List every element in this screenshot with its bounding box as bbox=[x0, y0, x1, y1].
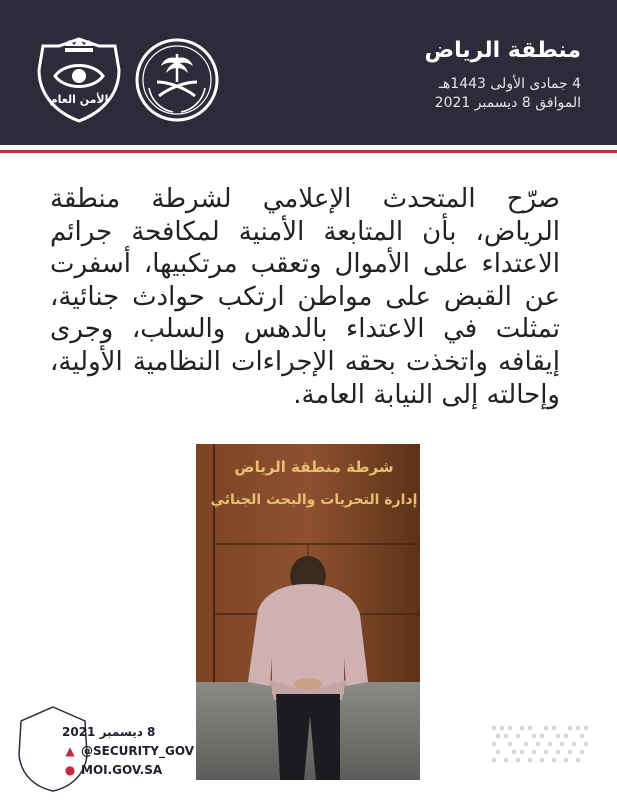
sign-line-1: شرطة منطقة الرياض bbox=[234, 458, 394, 476]
gregorian-date: الموافق 8 ديسمبر 2021 bbox=[434, 95, 581, 111]
footer-contact bbox=[62, 722, 194, 779]
footer-website-row[interactable] bbox=[62, 760, 194, 779]
globe-icon: ● bbox=[64, 762, 76, 777]
accent-divider bbox=[0, 150, 617, 153]
hijri-date: 4 جمادى الأولى 1443هـ bbox=[438, 76, 581, 92]
region-title: منطقة الرياض bbox=[424, 38, 581, 63]
statement-text: صرّح المتحدث الإعلامي لشرطة منطقة الرياض، بأن المتابعة الأمنية لمكافحة جرائم الاعتداء على الأموال وتعقب مرتكبيها، أسفرت عن القبض على مواطن ارتكب حوادث جنائية، تمثلت في الاعتداء بالدهس والسلب، وجرى إيقافه واتخذت بحقه الإجراءات النظامية الأولية، وإحالته إلى النيابة العامة. bbox=[50, 184, 560, 410]
suspect-photo-scene bbox=[196, 444, 420, 780]
public-security-logo-icon bbox=[35, 36, 123, 124]
website-link[interactable]: MOI.GOV.SA bbox=[81, 762, 163, 777]
security-logo-text: الأمن العام bbox=[49, 93, 109, 106]
saudi-emblem-icon bbox=[135, 38, 219, 122]
footer-date-row bbox=[62, 722, 194, 741]
sign-line-2: إدارة التحريات والبحث الجنائي bbox=[210, 492, 418, 508]
suspect-photo bbox=[196, 444, 420, 780]
twitter-handle[interactable]: @SECURITY_GOV bbox=[81, 743, 194, 758]
footer-date: 8 ديسمبر 2021 bbox=[62, 724, 156, 739]
footer-twitter-row[interactable] bbox=[62, 741, 194, 760]
decorative-dot-pattern bbox=[488, 722, 594, 768]
twitter-icon: ▲ bbox=[65, 743, 75, 758]
